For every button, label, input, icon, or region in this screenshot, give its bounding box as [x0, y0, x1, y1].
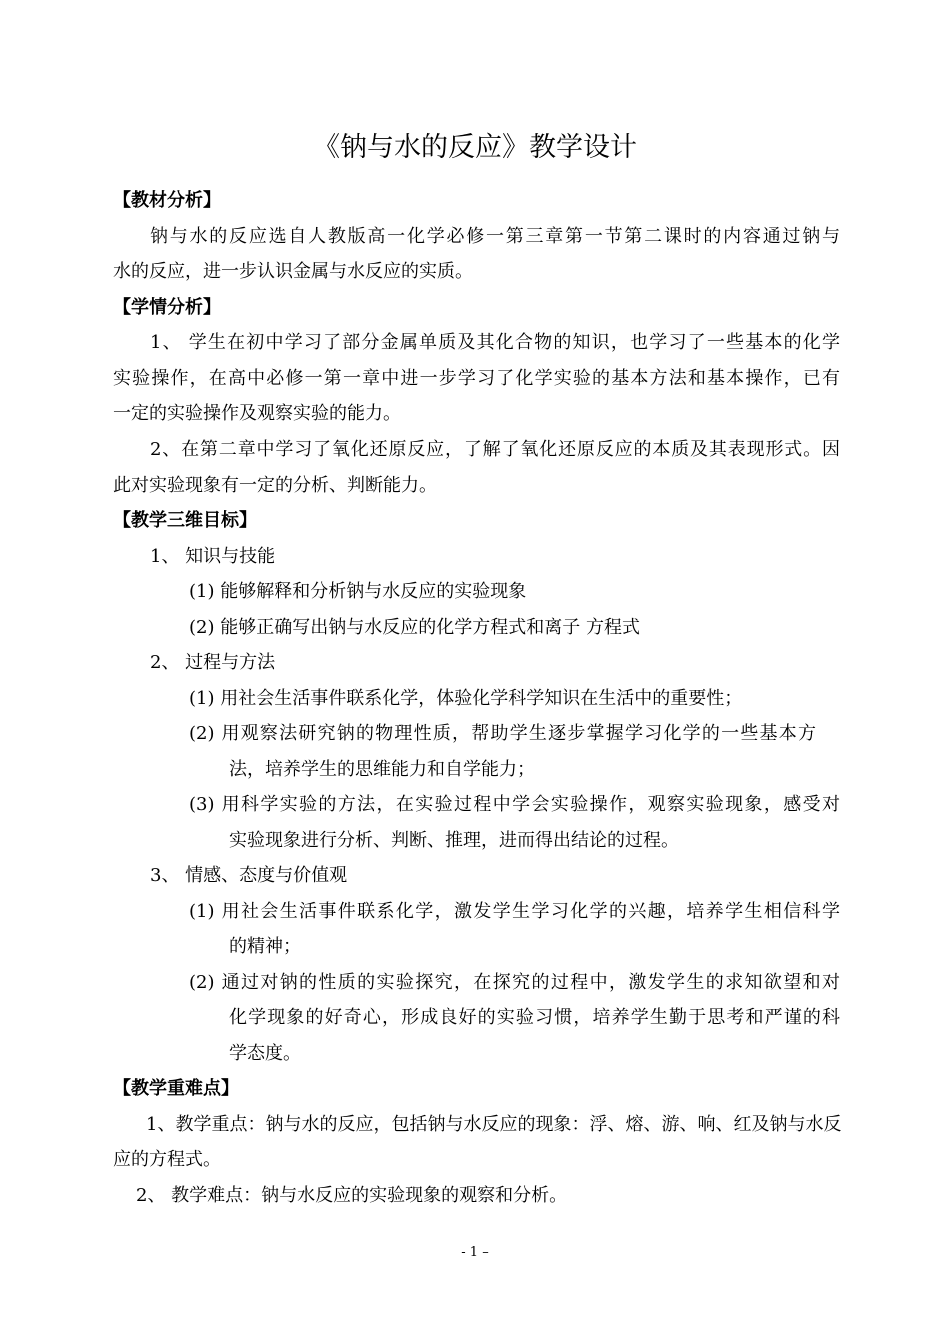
goal-item: (1) 能够解释和分析钠与水反应的实验现象 [189, 581, 527, 602]
goal-item-continuation: 实验现象进行分析、判断、推理，进而得出结论的过程。 [229, 830, 679, 851]
goal-item-continuation: 学态度。 [229, 1043, 301, 1064]
section-heading-materials: 【教材分析】 [113, 190, 221, 211]
goal-item: (3) 用科学实验的方法，在实验过程中学会实验操作，观察实验现象，感受对 [189, 794, 840, 815]
paragraph-line: 1、 学生在初中学习了部分金属单质及其化合物的知识，也学习了一些基本的化学 [150, 332, 840, 353]
paragraph-line: 此对实验现象有一定的分析、判断能力。 [113, 475, 437, 496]
section-heading-students: 【学情分析】 [113, 297, 221, 318]
goal-item-continuation: 化学现象的好奇心，形成良好的实验习惯，培养学生勤于思考和严谨的科 [229, 1007, 840, 1028]
keypoint-line: 应的方程式。 [113, 1149, 221, 1170]
document-title: 《钠与水的反应》教学设计 [313, 132, 637, 163]
paragraph-line: 一定的实验操作及观察实验的能力。 [113, 403, 401, 424]
keypoint-line: 1、教学重点：钠与水的反应，包括钠与水反应的现象：浮、熔、游、响、红及钠与水反 [146, 1114, 842, 1135]
keypoint-line: 2、 教学难点：钠与水反应的实验现象的观察和分析。 [136, 1185, 568, 1206]
paragraph-line: 水的反应，进一步认识金属与水反应的实质。 [113, 261, 473, 282]
goal-item: (2) 通过对钠的性质的实验探究，在探究的过程中，激发学生的求知欲望和对 [189, 972, 840, 993]
paragraph-line: 钠与水的反应选自人教版高一化学必修一第三章第一节第二课时的内容通过钠与 [150, 226, 840, 247]
goal-item: (1) 用社会生活事件联系化学，体验化学科学知识在生活中的重要性； [189, 688, 743, 709]
page-number: - 1 – [461, 1245, 489, 1260]
goal-item: (2) 能够正确写出钠与水反应的化学方程式和离子 方程式 [189, 617, 640, 638]
goal-category: 3、 情感、态度与价值观 [150, 865, 348, 886]
goal-category: 2、 过程与方法 [150, 652, 276, 673]
goal-item: (2) 用观察法研究钠的物理性质，帮助学生逐步掌握学习化学的一些基本方 [189, 723, 816, 744]
paragraph-line: 实验操作，在高中必修一第一章中进一步学习了化学实验的基本方法和基本操作，已有 [113, 368, 840, 389]
section-heading-goals: 【教学三维目标】 [113, 510, 257, 531]
paragraph-line: 2、在第二章中学习了氧化还原反应，了解了氧化还原反应的本质及其表现形式。因 [150, 439, 840, 460]
section-heading-keypoints: 【教学重难点】 [113, 1078, 239, 1099]
goal-item-continuation: 的精神； [229, 936, 301, 957]
goal-category: 1、 知识与技能 [150, 546, 276, 567]
goal-item: (1) 用社会生活事件联系化学，激发学生学习化学的兴趣，培养学生相信科学 [189, 901, 840, 922]
goal-item-continuation: 法，培养学生的思维能力和自学能力； [229, 759, 535, 780]
